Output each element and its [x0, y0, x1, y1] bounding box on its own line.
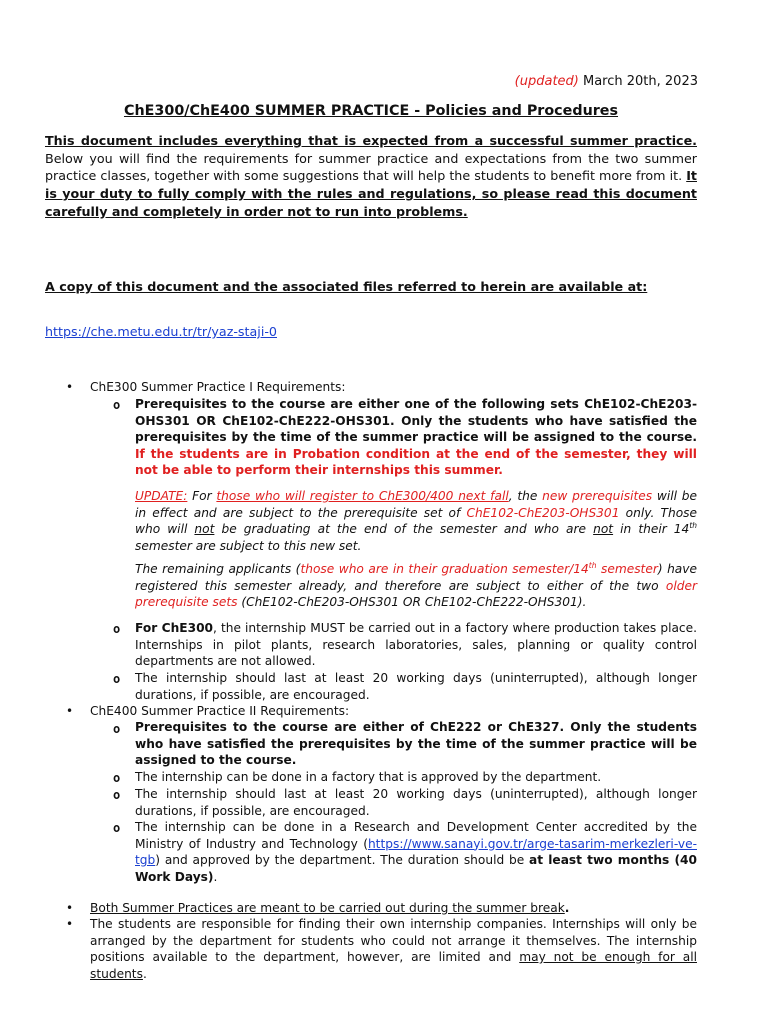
remaining-red-text: semester [596, 562, 658, 576]
update-text: in their 14 [613, 522, 690, 537]
che300-factory [135, 620, 697, 670]
che400-rnd [135, 819, 697, 885]
updated-label: (updated) [514, 74, 579, 89]
remaining-sup: th [588, 560, 597, 570]
update-label: UPDATE: [135, 489, 188, 503]
sanayi-link[interactable]: https://www.sanayi.gov.tr/arge-tasarim-merkezleri-ve-tgb [135, 836, 697, 868]
che400-heading: ChE400 Summer Practice II Requirements: [90, 704, 350, 718]
rnd-bold: at least two months (40 Work Days) [135, 853, 698, 884]
remaining-red-text: those who are in their graduation semester/14 [300, 562, 589, 576]
update-underline: not [593, 522, 614, 537]
companies-underline: may not be enough for all students [90, 950, 697, 981]
summer-break-text: Both Summer Practices are meant to be carried out during the summer break [90, 901, 565, 915]
update-underline: not [194, 522, 215, 537]
intro-body: Below you will find the requirements for summer practice and expectations from the two summer practice classes, together with some suggestions that will help the students to benefit more from it. [45, 150, 697, 184]
rnd-text: ) and approved by the department. The duration should be [155, 853, 530, 868]
rnd-text: The internship can be done in a Research and Development Center accredited by the Ministry of Industry and Technology ( [135, 820, 697, 851]
remaining-text: (ChE102-ChE203-OHS301 OR ChE102-ChE222-OHS301). [237, 595, 587, 610]
che300-prereq [135, 396, 697, 479]
main-link[interactable]: https://che.metu.edu.tr/tr/yaz-staji-0 [45, 324, 277, 339]
update-text: For [187, 489, 217, 503]
update-red-text: ChE102-ChE203-OHS301 [466, 505, 620, 520]
sub-bullet-icon: o [113, 722, 121, 736]
che300-heading: ChE300 Summer Practice I Requirements: [90, 380, 346, 394]
update-red-text: those who will register to ChE300/400 next fall [216, 489, 509, 503]
remaining-text: ) have registered this semester already, and therefore are subject to either of the two [135, 562, 697, 593]
che400-prereq: Prerequisites to the course are either of ChE222 or ChE327. Only the students who have satisfied the prerequisites by the time of the summer practice will be assigned to the course. [135, 720, 697, 768]
summer-break-end: . [564, 901, 570, 915]
companies-note [90, 916, 697, 982]
che300-prereq-text: Prerequisites to the course are either one of the following sets ChE102-ChE203-OHS301 OR ChE102-ChE222-OHS301. Only the students who have satisfied the prerequisites by the time of the summer practice will be assigned to the course. [135, 397, 697, 445]
intro-duty: It is your duty to fully comply with the rules and regulations, so please read this document carefully and completely in order not to run into problems. [45, 168, 697, 219]
update-sup: th [689, 521, 698, 531]
sub-bullet-icon: o [113, 672, 121, 686]
update-red-text: new prerequisites [542, 489, 653, 503]
intro-lead: This document includes everything that is expected from a successful summer practice. [45, 133, 697, 148]
companies-text: The students are responsible for finding their own internship companies. Internships will only be arranged by the department for students who could not arrange it themselves. The internship positions available to the department, however, are limited and [90, 917, 697, 965]
companies-end: . [142, 966, 147, 981]
che300-remaining-note [135, 561, 697, 611]
update-text: , the [508, 489, 543, 503]
rnd-text: . [213, 869, 218, 884]
che300-factory-text: , the internship MUST be carried out in a factory where production takes place. Internships in pilot plants, research laboratories, sales, planning or quality control departments are not allowed. [135, 621, 697, 669]
sub-bullet-icon: o [113, 771, 121, 785]
remaining-text: The remaining applicants ( [135, 562, 301, 576]
bullet-icon: • [66, 380, 74, 394]
che300-factory-bold: For ChE300 [135, 621, 214, 635]
sub-bullet-icon: o [113, 788, 121, 802]
date-text: March 20th, 2023 [583, 74, 698, 89]
page-title: ChE300/ChE400 SUMMER PRACTICE - Policies and Procedures [123, 103, 619, 119]
bullet-icon: • [66, 917, 74, 931]
che400-duration: The internship should last at least 20 working days (uninterrupted), although longer durations, if possible, are encouraged. [135, 787, 697, 818]
che400-factory: The internship can be done in a factory that is approved by the department. [135, 770, 602, 784]
che300-update-note [135, 488, 697, 554]
update-text: semester are subject to this new set. [135, 538, 362, 553]
bullet-icon: • [66, 901, 74, 915]
remaining-red-text: older prerequisite sets [135, 578, 697, 610]
update-text: be graduating at the end of the semester and who are [214, 522, 594, 537]
copy-notice: A copy of this document and the associated files referred to herein are available at: [45, 279, 648, 294]
update-text: will be in effect and are subject to the prerequisite set of [135, 489, 698, 520]
intro-paragraph [45, 132, 697, 221]
che300-probation-warning: If the students are in Probation condition at the end of the semester, they will not be able to perform their internships this summer. [135, 446, 697, 478]
che300-duration: The internship should last at least 20 working days (uninterrupted), although longer durations, if possible, are encouraged. [135, 671, 697, 702]
updated-date [515, 74, 698, 91]
sub-bullet-icon: o [113, 398, 121, 412]
sub-bullet-icon: o [113, 821, 121, 835]
bullet-icon: • [66, 704, 74, 718]
sub-bullet-icon: o [113, 622, 121, 636]
update-text: only. Those who will [135, 505, 697, 537]
summer-break-note [90, 900, 569, 917]
